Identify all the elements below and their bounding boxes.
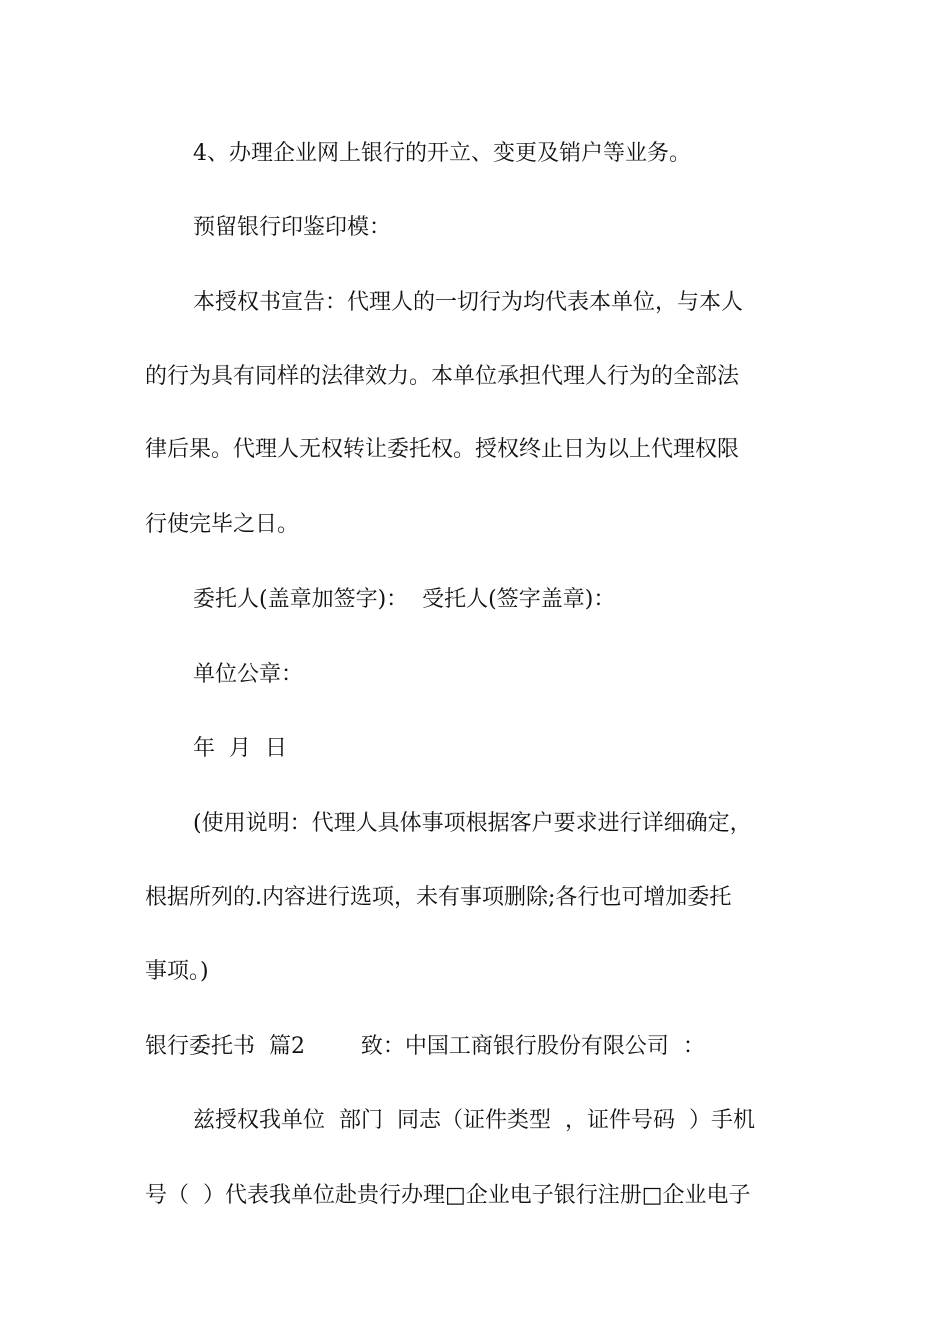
authorization-line-2: 号（ ）代表我单位赴贵行办理□企业电子银行注册□企业电子 <box>145 1183 751 1208</box>
usage-note-line-2: 根据所列的.内容进行选项，未有事项删除;各行也可增加委托 <box>145 885 732 910</box>
declaration-line-2: 的行为具有同样的法律效力。本单位承担代理人行为的全部法 <box>145 364 740 389</box>
item-4-online-banking: 4、办理企业网上银行的开立、变更及销户等业务。 <box>193 141 691 166</box>
declaration-line-3: 律后果。代理人无权转让委托权。授权终止日为以上代理权限 <box>145 437 740 462</box>
section-2-heading: 银行委托书 篇2 致：中国工商银行股份有限公司 ： <box>145 1034 705 1059</box>
authorization-line-1: 兹授权我单位 部门 同志（证件类型 ，证件号码 ）手机 <box>193 1108 755 1133</box>
unit-seal-label: 单位公章： <box>193 662 304 687</box>
declaration-line-4: 行使完毕之日。 <box>145 512 300 537</box>
date-line: 年 月 日 <box>193 736 287 761</box>
signature-line: 委托人(盖章加签字)： 受托人(签字盖章)： <box>193 587 616 612</box>
usage-note-line-3: 事项。) <box>145 959 209 984</box>
declaration-line-1: 本授权书宣告：代理人的一切行为均代表本单位，与本人 <box>193 290 744 315</box>
usage-note-line-1: (使用说明：代理人具体事项根据客户要求进行详细确定， <box>193 811 752 836</box>
seal-specimen-label: 预留银行印鉴印模： <box>193 215 392 240</box>
